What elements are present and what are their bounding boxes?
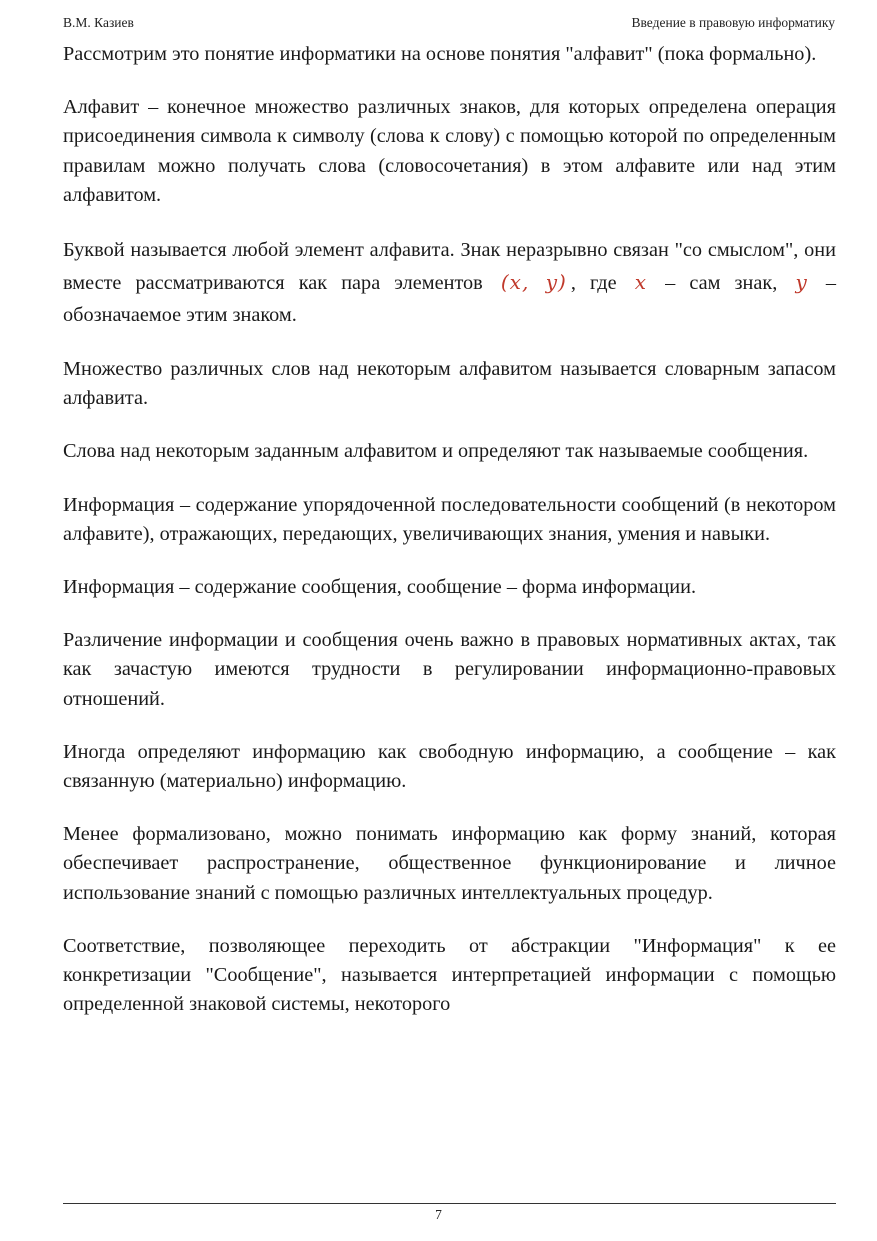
page-number: 7 (435, 1207, 442, 1222)
paragraph-text: Буквой называется любой элемент алфавита. Знак неразрывно связан "со смыслом", они вместе рассматриваются как пара элементов (63, 239, 836, 295)
math-pair-xy: (x, y) (500, 270, 567, 295)
paragraph-text: – обозначаемое этим знаком. (63, 272, 837, 327)
paragraph: Менее формализовано, можно понимать информацию как форму знаний, которая обеспечивает распространение, общественное функционирование и личное использование знаний с помощью различных интеллектуальных процедур. (63, 823, 836, 904)
math-y: y (795, 270, 808, 295)
paragraph: Информация – содержание сообщения, сообщение – форма информации. (63, 576, 697, 599)
paragraph-text: – сам знак, (665, 272, 778, 295)
page-header (63, 15, 835, 35)
paragraph: Иногда определяют информацию как свободную информацию, а сообщение – как связанную (материально) информацию. (63, 740, 836, 793)
header-author: В.М. Казиев (63, 15, 134, 30)
paragraph: Соответствие, позволяющее переходить от абстракции "Информация" к ее конкретизации "Сообщение", называется интерпретацией информации с помощью определенной знаковой системы, некоторого (63, 934, 836, 1016)
paragraph: Рассмотрим это понятие информатики на основе понятия "алфавит" (пока формально). (63, 43, 817, 65)
footer-divider (63, 1203, 836, 1204)
page-body (63, 40, 836, 1043)
paragraph: Слова над некоторым заданным алфавитом и определяют так называемые сообщения. (63, 440, 809, 463)
header-title: Введение в правовую информатику (631, 15, 835, 30)
paragraph: Информация – содержание упорядоченной последовательности сообщений (в некотором алфавите), отражающих, передающих, увеличивающих знания, умения и навыки. (63, 493, 836, 545)
math-x: x (634, 270, 648, 295)
paragraph-text: , где (570, 272, 617, 295)
paragraph: Алфавит – конечное множество различных знаков, для которых определена операция присоединения символа к символу (слова к слову) с помощью которой по определенным правилам можно получать слова (словосочетания) в этом алфавите или над этим алфавитом. (63, 96, 836, 206)
paragraph: Множество различных слов над некоторым алфавитом называется словарным запасом алфавита. (63, 358, 836, 410)
paragraph-letter-definition (63, 234, 836, 331)
paragraph: Различение информации и сообщения очень важно в правовых нормативных актах, так как зачастую имеются трудности в регулировании информационно-правовых отношений. (63, 629, 836, 710)
